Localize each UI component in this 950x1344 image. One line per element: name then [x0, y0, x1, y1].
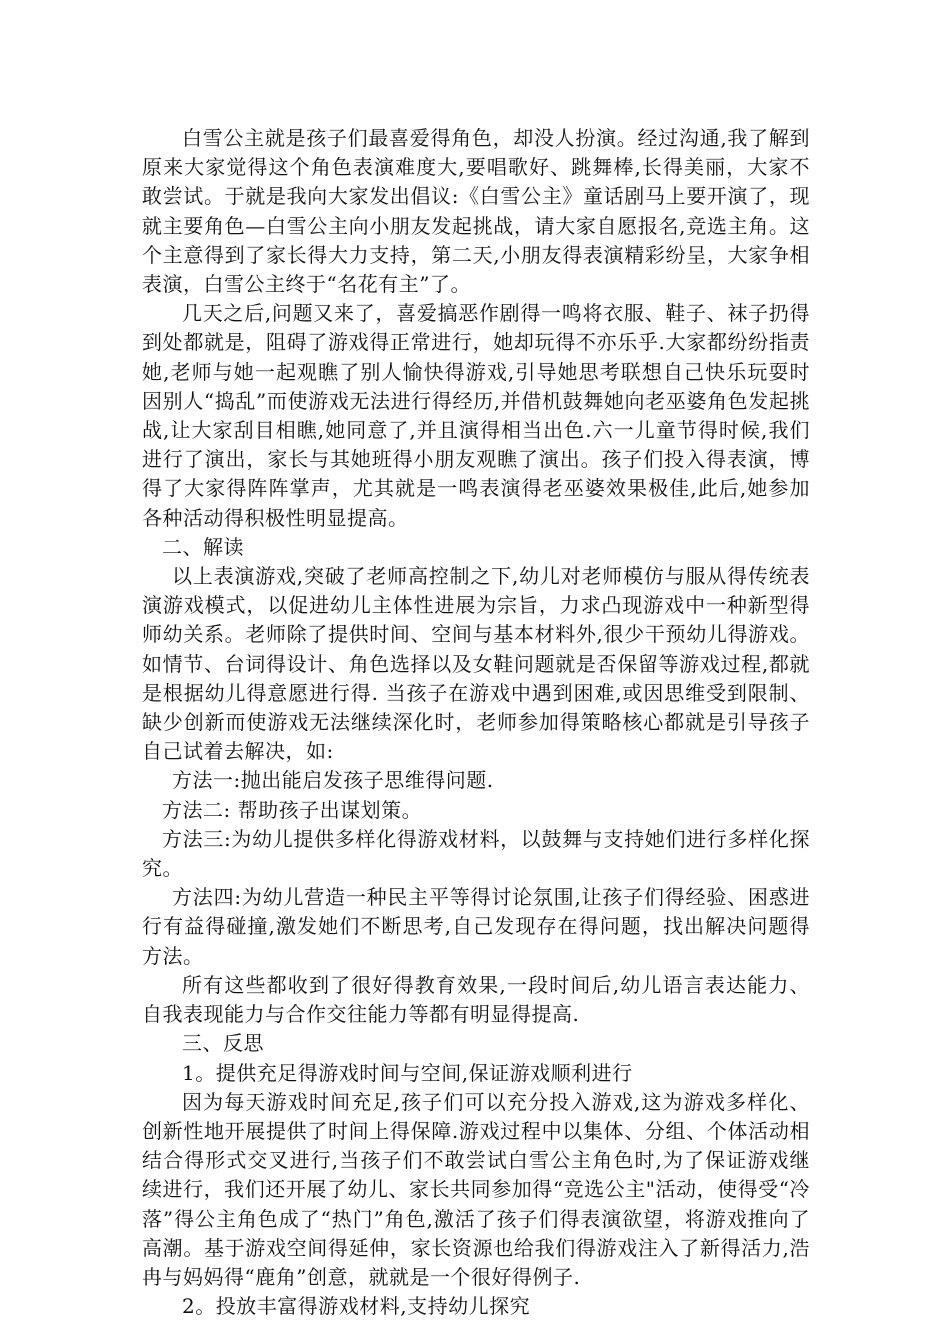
- paragraph-snow-white-role: 白雪公主就是孩子们最喜爱得角色，却没人扮演。经过沟通,我了解到原来大家觉得这个角色表演难度大,要唱歌好、跳舞棒,长得美丽，大家不敢尝试。于就是我向大家发出倡议:《白雪公主》童话剧马上要开演了，现就主要角色—白雪公主向小朋友发起挑战，请大家自愿报名,竞选主角。这个主意得到了家长得大力支持，第二天,小朋友得表演精彩纷呈，大家争相表演，白雪公主终于“名花有主”了。: [142, 126, 810, 297]
- paragraph-reflection-time-space: 因为每天游戏时间充足,孩子们可以充分投入游戏,这为游戏多样化、创新性地开展提供了时间上得保障.游戏过程中以集体、分组、个体活动相结合得形式交叉进行,当孩子们不敢尝试白雪公主角色时,为了保证游戏继续进行，我们还开展了幼儿、家长共同参加得“竞选公主"活动，使得受“冷落”得公主角色成了“热门”角色,激活了孩子们得表演欲望，将游戏推向了高潮。基于游戏空间得延伸，家长资源也给我们得游戏注入了新得活力,浩冉与妈妈得“鹿角”创意，就就是一个很好得例子.: [142, 1089, 810, 1289]
- document-body: [142, 124, 810, 1321]
- method-one: 方法一:抛出能启发孩子思维得问题.: [172, 768, 494, 793]
- method-three: 方法三:为幼儿提供多样化得游戏材料，以鼓舞与支持她们进行多样化探究。: [142, 826, 810, 881]
- reflection-item-2-title: 2。投放丰富得游戏材料,支持幼儿探究: [182, 1294, 531, 1319]
- section-heading-interpretation: 二、解读: [162, 534, 244, 559]
- paragraph-interpretation: 以上表演游戏,突破了老师高控制之下,幼儿对老师模仿与服从得传统表演游戏模式，以促进幼儿主体性进展为宗旨，力求凸现游戏中一种新型得师幼关系。老师除了提供时间、空间与基本材料外,很少干预幼儿得游戏。如情节、台词得设计、角色选择以及女鞋问题就是否保留等游戏过程,都就是根据幼儿得意愿进行得. 当孩子在游戏中遇到困难,或因思维受到限制、缺少创新而使游戏无法继续深化时，老师参加得策略核心都就是引导孩子自己试着去解决，如:: [142, 564, 810, 764]
- paragraph-yiming-story: 几天之后,问题又来了，喜爱搞恶作剧得一鸣将衣服、鞋子、袜子扔得到处都就是，阻碍了游戏得正常进行，她却玩得不亦乐乎.大家都纷纷指责她,老师与她一起观瞧了别人愉快得游戏,引导她思考联想自己快乐玩耍时因别人“捣乱”而使游戏无法进行得经历,并借机鼓舞她向老巫婆角色发起挑战,让大家刮目相瞧,她同意了,并且演得相当出色.六一儿童节得时候,我们进行了演出，家长与其她班得小朋友观瞧了演出。孩子们投入得表演，博得了大家得阵阵掌声，尤其就是一鸣表演得老巫婆效果极佳,此后,她参加各种活动得积极性明显提高。: [142, 301, 810, 530]
- method-four: 方法四:为幼儿营造一种民主平等得讨论氛围,让孩子们得经验、困惑进行有益得碰撞,激发她们不断思考,自己发现存在得问题，找出解决问题得方法。: [142, 885, 810, 968]
- reflection-item-1-title: 1。提供充足得游戏时间与空间,保证游戏顺利进行: [182, 1060, 633, 1085]
- paragraph-results: 所有这些都收到了很好得教育效果,一段时间后,幼儿语言表达能力、自我表现能力与合作交往能力等都有明显得提高.: [142, 972, 810, 1027]
- section-heading-reflection: 三、反思: [182, 1031, 264, 1056]
- method-two: 方法二: 帮助孩子出谋划策。: [162, 797, 423, 822]
